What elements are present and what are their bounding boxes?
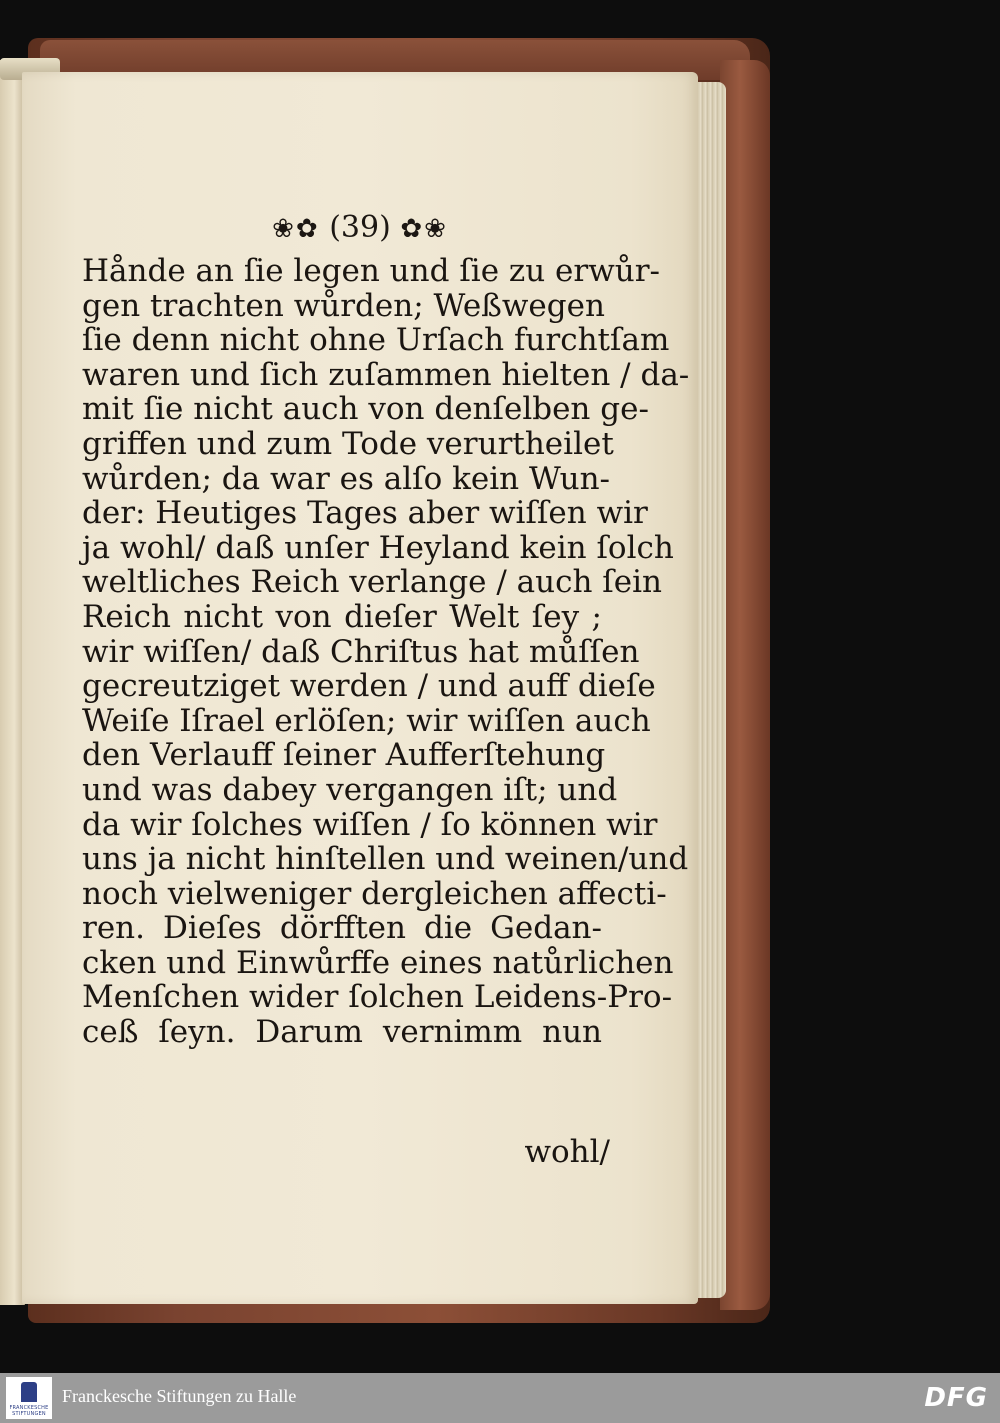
- text-line: gen trachten wůrden; Weßwegen: [82, 287, 605, 324]
- text-line: ſie denn nicht ohne Urſach furchtſam: [82, 322, 670, 359]
- text-line: den Verlauff ſeiner Aufferſtehung: [82, 737, 606, 774]
- book-page: [22, 72, 698, 1304]
- text-line: Hånde an ſie legen und ſie zu erwůr-: [82, 253, 661, 289]
- building-icon: [21, 1382, 37, 1402]
- logo-caption: FRANCKESCHE STIFTUNGEN: [9, 1405, 49, 1417]
- text-line: ja wohl/ daß unſer Heyland kein ſolch: [82, 529, 674, 566]
- text-line: mit ſie nicht auch von denſelben ge-: [82, 391, 649, 428]
- text-line: wir wiſſen/ daß Chriſtus hat můſſen: [82, 633, 640, 670]
- text-line: ceß ſeyn. Darum vernimm nun: [82, 1014, 602, 1051]
- text-line: noch vielweniger dergleichen affecti-: [82, 875, 667, 912]
- text-line: uns ja nicht hinſtellen und weinen/und: [82, 841, 689, 878]
- header-ornament-left: ❀✿: [272, 214, 320, 244]
- institution-logo[interactable]: [6, 1377, 52, 1419]
- text-line: ren. Dieſes dörfften die Gedan-: [82, 910, 602, 947]
- text-line: weltliches Reich verlange / auch ſein: [82, 564, 663, 601]
- text-line: Weiſe Iſrael erlöſen; wir wiſſen auch: [82, 702, 651, 739]
- header-ornament-right: ✿❀: [400, 214, 448, 244]
- institution-name[interactable]: Franckesche Stiftungen zu Halle: [62, 1386, 297, 1406]
- footer-bar: [0, 1373, 1000, 1423]
- text-line: der: Heutiges Tages aber wiſſen wir: [82, 495, 648, 532]
- catchword: wohl/: [524, 1134, 610, 1170]
- text-line: wůrden; da war es alſo kein Wun-: [82, 460, 611, 497]
- text-line: da wir ſolches wiſſen / ſo können wir: [82, 806, 658, 843]
- dfg-logo[interactable]: DFG: [924, 1383, 988, 1413]
- body-text: [82, 253, 690, 1051]
- text-line: cken und Einwůrffe eines natůrlichen: [82, 944, 674, 981]
- text-line: Menſchen wider ſolchen Leidens-Pro-: [82, 979, 673, 1016]
- text-line: gecreutziget werden / und auff dieſe: [82, 668, 656, 705]
- text-line: waren und ſich zuſammen hielten / da-: [82, 356, 690, 393]
- book-cover-edge: [720, 60, 770, 1310]
- text-line: und was dabey vergangen iſt; und: [82, 771, 618, 808]
- page-number: (39): [329, 210, 391, 245]
- text-line: griffen und zum Tode verurtheilet: [82, 425, 614, 462]
- page-header: [22, 210, 698, 245]
- text-line: Reich nicht von dieſer Welt ſey ;: [82, 598, 602, 635]
